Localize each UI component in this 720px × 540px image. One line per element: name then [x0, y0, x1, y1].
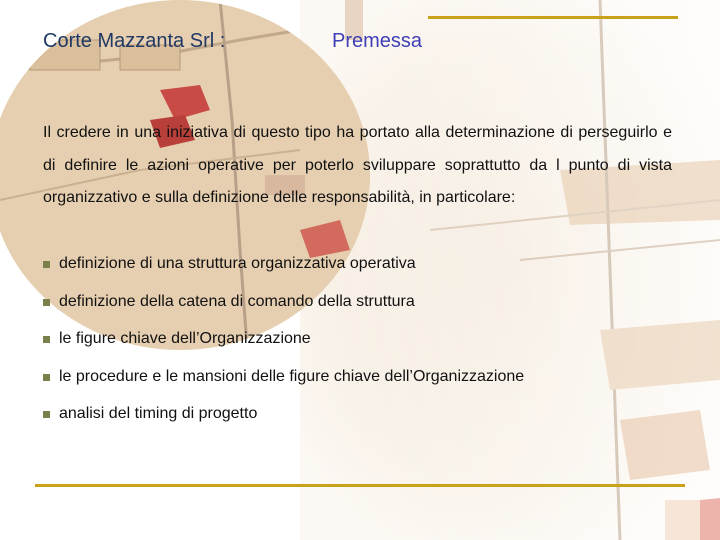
intro-paragraph: Il credere in una iniziativa di questo tipo ha portato alla determinazione di perseguirlo e di definire le azioni operative per poterlo sviluppare soprattutto da l punto di vista organizzativo e sulla definizione delle responsabilità, in particolare: — [43, 124, 672, 206]
square-bullet-icon — [43, 299, 50, 306]
list-item — [43, 402, 663, 440]
list-item — [43, 252, 663, 290]
list-item-text: definizione di una struttura organizzativa operativa — [59, 255, 416, 272]
top-accent-rule — [428, 16, 678, 19]
list-item-text: analisi del timing di progetto — [59, 405, 258, 422]
company-title: Corte Mazzanta Srl : — [43, 30, 226, 52]
square-bullet-icon — [43, 374, 50, 381]
bottom-accent-rule — [35, 484, 685, 487]
square-bullet-icon — [43, 336, 50, 343]
bullet-list — [43, 252, 663, 440]
list-item-text: definizione della catena di comando della struttura — [59, 292, 415, 310]
square-bullet-icon — [43, 261, 50, 268]
list-item — [43, 290, 663, 328]
section-title: Premessa — [332, 30, 423, 52]
square-bullet-icon — [43, 411, 50, 418]
list-item-text: le procedure e le mansioni delle figure chiave dell’Organizzazione — [59, 367, 525, 385]
list-item-text: le figure chiave dell’Organizzazione — [59, 330, 311, 347]
list-item — [43, 365, 663, 403]
list-item — [43, 327, 663, 365]
